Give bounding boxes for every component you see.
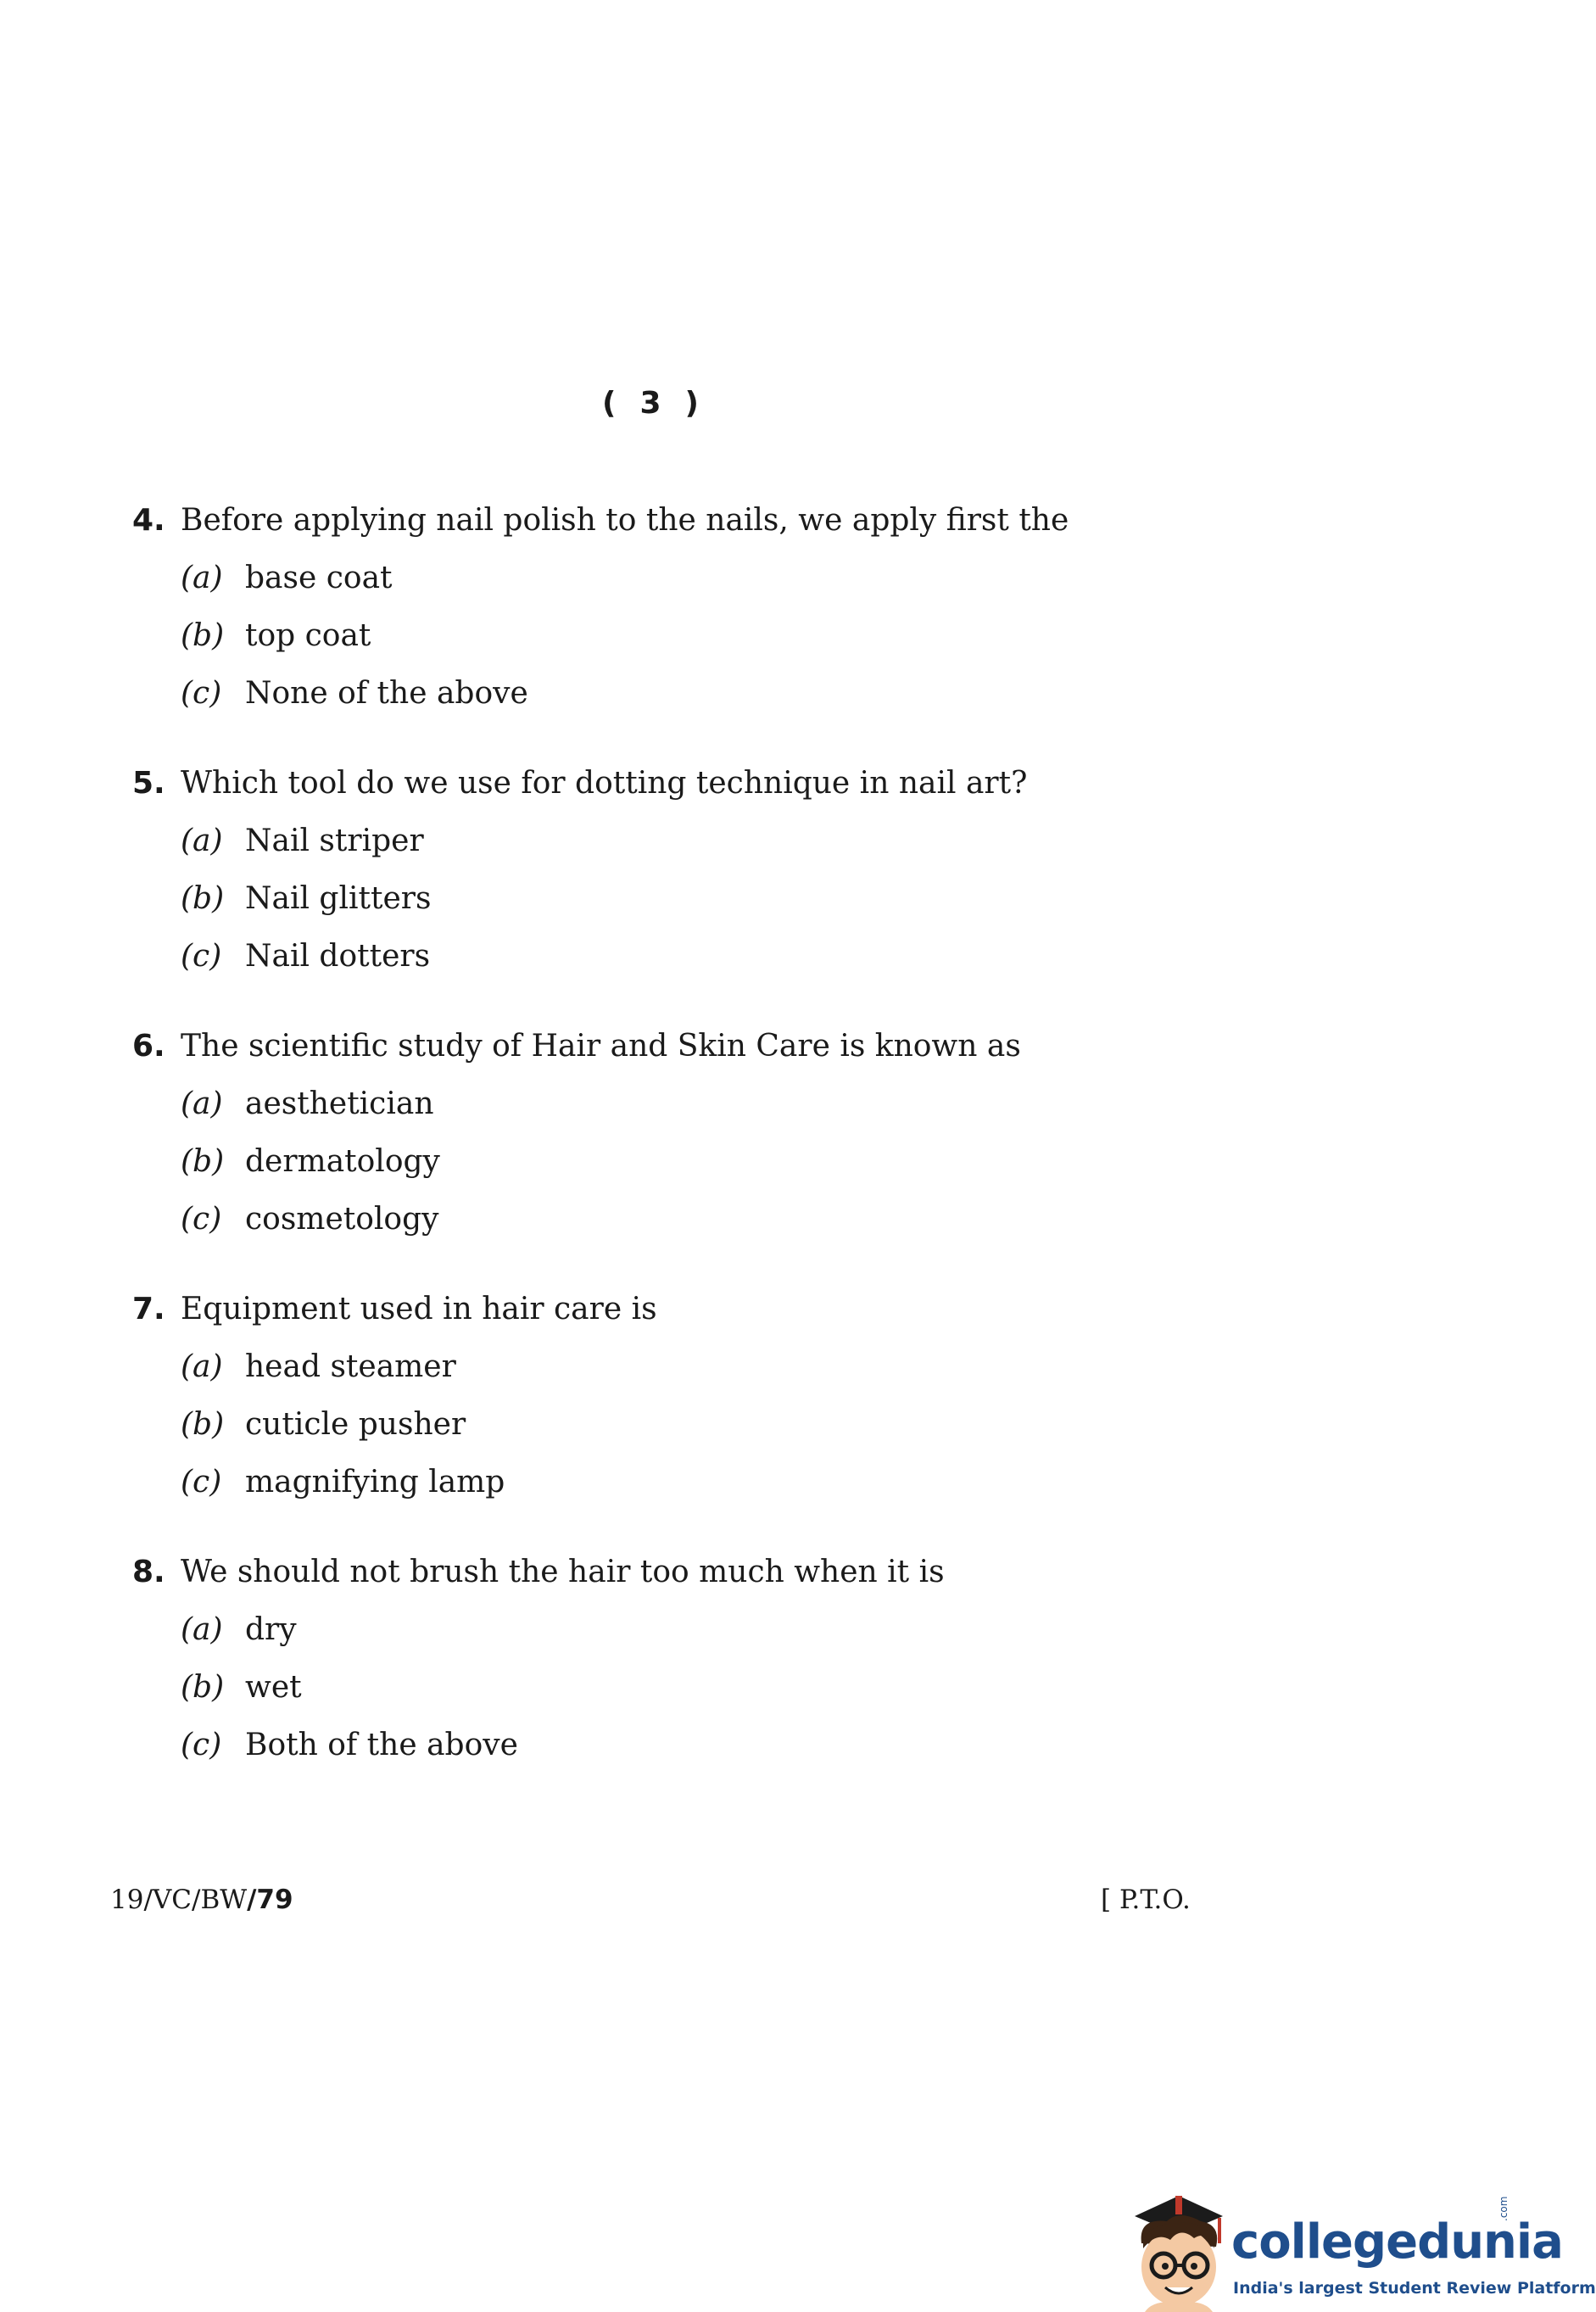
option-label: (b) [181,1670,225,1705]
option-b [132,879,1235,919]
page-number-value: 3 [639,386,663,421]
question-stem [132,500,1235,541]
question-number: 7. [132,1292,165,1326]
option-text: wet [245,1670,302,1705]
question-text: The scientific study of Hair and Skin Care is known as [181,1029,1021,1064]
option-label: (a) [181,1612,223,1647]
question-7 [132,1289,1235,1503]
option-text: Both of the above [245,1728,518,1762]
brand-name: collegedunia [1231,2214,1563,2270]
option-a [132,821,1235,862]
option-text: head steamer [245,1349,456,1384]
paper-code-suffix: /79 [247,1885,293,1915]
option-b [132,1667,1235,1708]
question-number: 6. [132,1029,165,1064]
option-b [132,1405,1235,1445]
question-4 [132,500,1235,714]
mascot-logo-icon [1119,2184,1238,2312]
option-text: cuticle pusher [245,1407,466,1442]
option-text: cosmetology [245,1202,439,1237]
pto-label: [ P.T.O. [1101,1885,1191,1915]
question-number: 8. [132,1555,165,1589]
option-label: (b) [181,1144,225,1179]
option-label: (c) [181,676,222,711]
option-c [132,936,1235,977]
option-a [132,1347,1235,1388]
question-text: We should not brush the hair too much when it is [181,1555,945,1589]
question-5 [132,763,1235,977]
option-text: Nail striper [245,824,424,858]
option-label: (c) [181,939,222,974]
question-list [132,500,1235,1815]
option-c [132,673,1235,714]
option-text: dry [245,1612,297,1647]
option-label: (c) [181,1202,222,1237]
option-label: (a) [181,1086,223,1121]
option-a [132,1084,1235,1125]
option-a [132,1610,1235,1650]
option-text: dermatology [245,1144,440,1179]
question-6 [132,1026,1235,1240]
option-c [132,1462,1235,1503]
question-text: Before applying nail polish to the nails, we apply first the [181,503,1069,538]
option-text: None of the above [245,676,528,711]
option-list [132,558,1235,714]
question-text: Which tool do we use for dotting technique in nail art? [181,766,1028,801]
option-list [132,1610,1235,1766]
option-a [132,558,1235,599]
option-text: Nail dotters [245,939,431,974]
option-text: top coat [245,618,371,653]
page-number-open-paren: ( [602,386,618,421]
question-stem [132,1026,1235,1067]
option-list [132,1084,1235,1240]
page-footer [110,1885,1196,1918]
question-stem [132,1552,1235,1593]
option-c [132,1199,1235,1240]
option-b [132,1142,1235,1182]
option-label: (a) [181,1349,223,1384]
question-text: Equipment used in hair care is [181,1292,657,1326]
question-8 [132,1552,1235,1766]
option-label: (c) [181,1465,222,1499]
option-label: (b) [181,1407,225,1442]
option-text: base coat [245,561,393,595]
option-list [132,1347,1235,1503]
question-stem [132,1289,1235,1330]
question-stem [132,763,1235,804]
option-text: magnifying lamp [245,1465,505,1499]
option-label: (b) [181,618,225,653]
brand-domain-suffix: .com [1498,2196,1510,2221]
option-label: (c) [181,1728,222,1762]
collegedunia-watermark [1119,2184,1596,2312]
option-text: Nail glitters [245,881,432,916]
option-label: (a) [181,561,223,595]
option-c [132,1725,1235,1766]
paper-code-prefix: 19/VC/BW [110,1885,248,1915]
option-label: (b) [181,881,225,916]
page-number-close-paren: ) [684,386,700,421]
page-number [0,386,1303,421]
option-text: aesthetician [245,1086,434,1121]
paper-code [110,1885,293,1915]
brand-tagline: India's largest Student Review Platform [1233,2279,1596,2298]
question-number: 4. [132,503,165,538]
question-number: 5. [132,766,165,801]
option-list [132,821,1235,977]
option-b [132,616,1235,656]
option-label: (a) [181,824,223,858]
